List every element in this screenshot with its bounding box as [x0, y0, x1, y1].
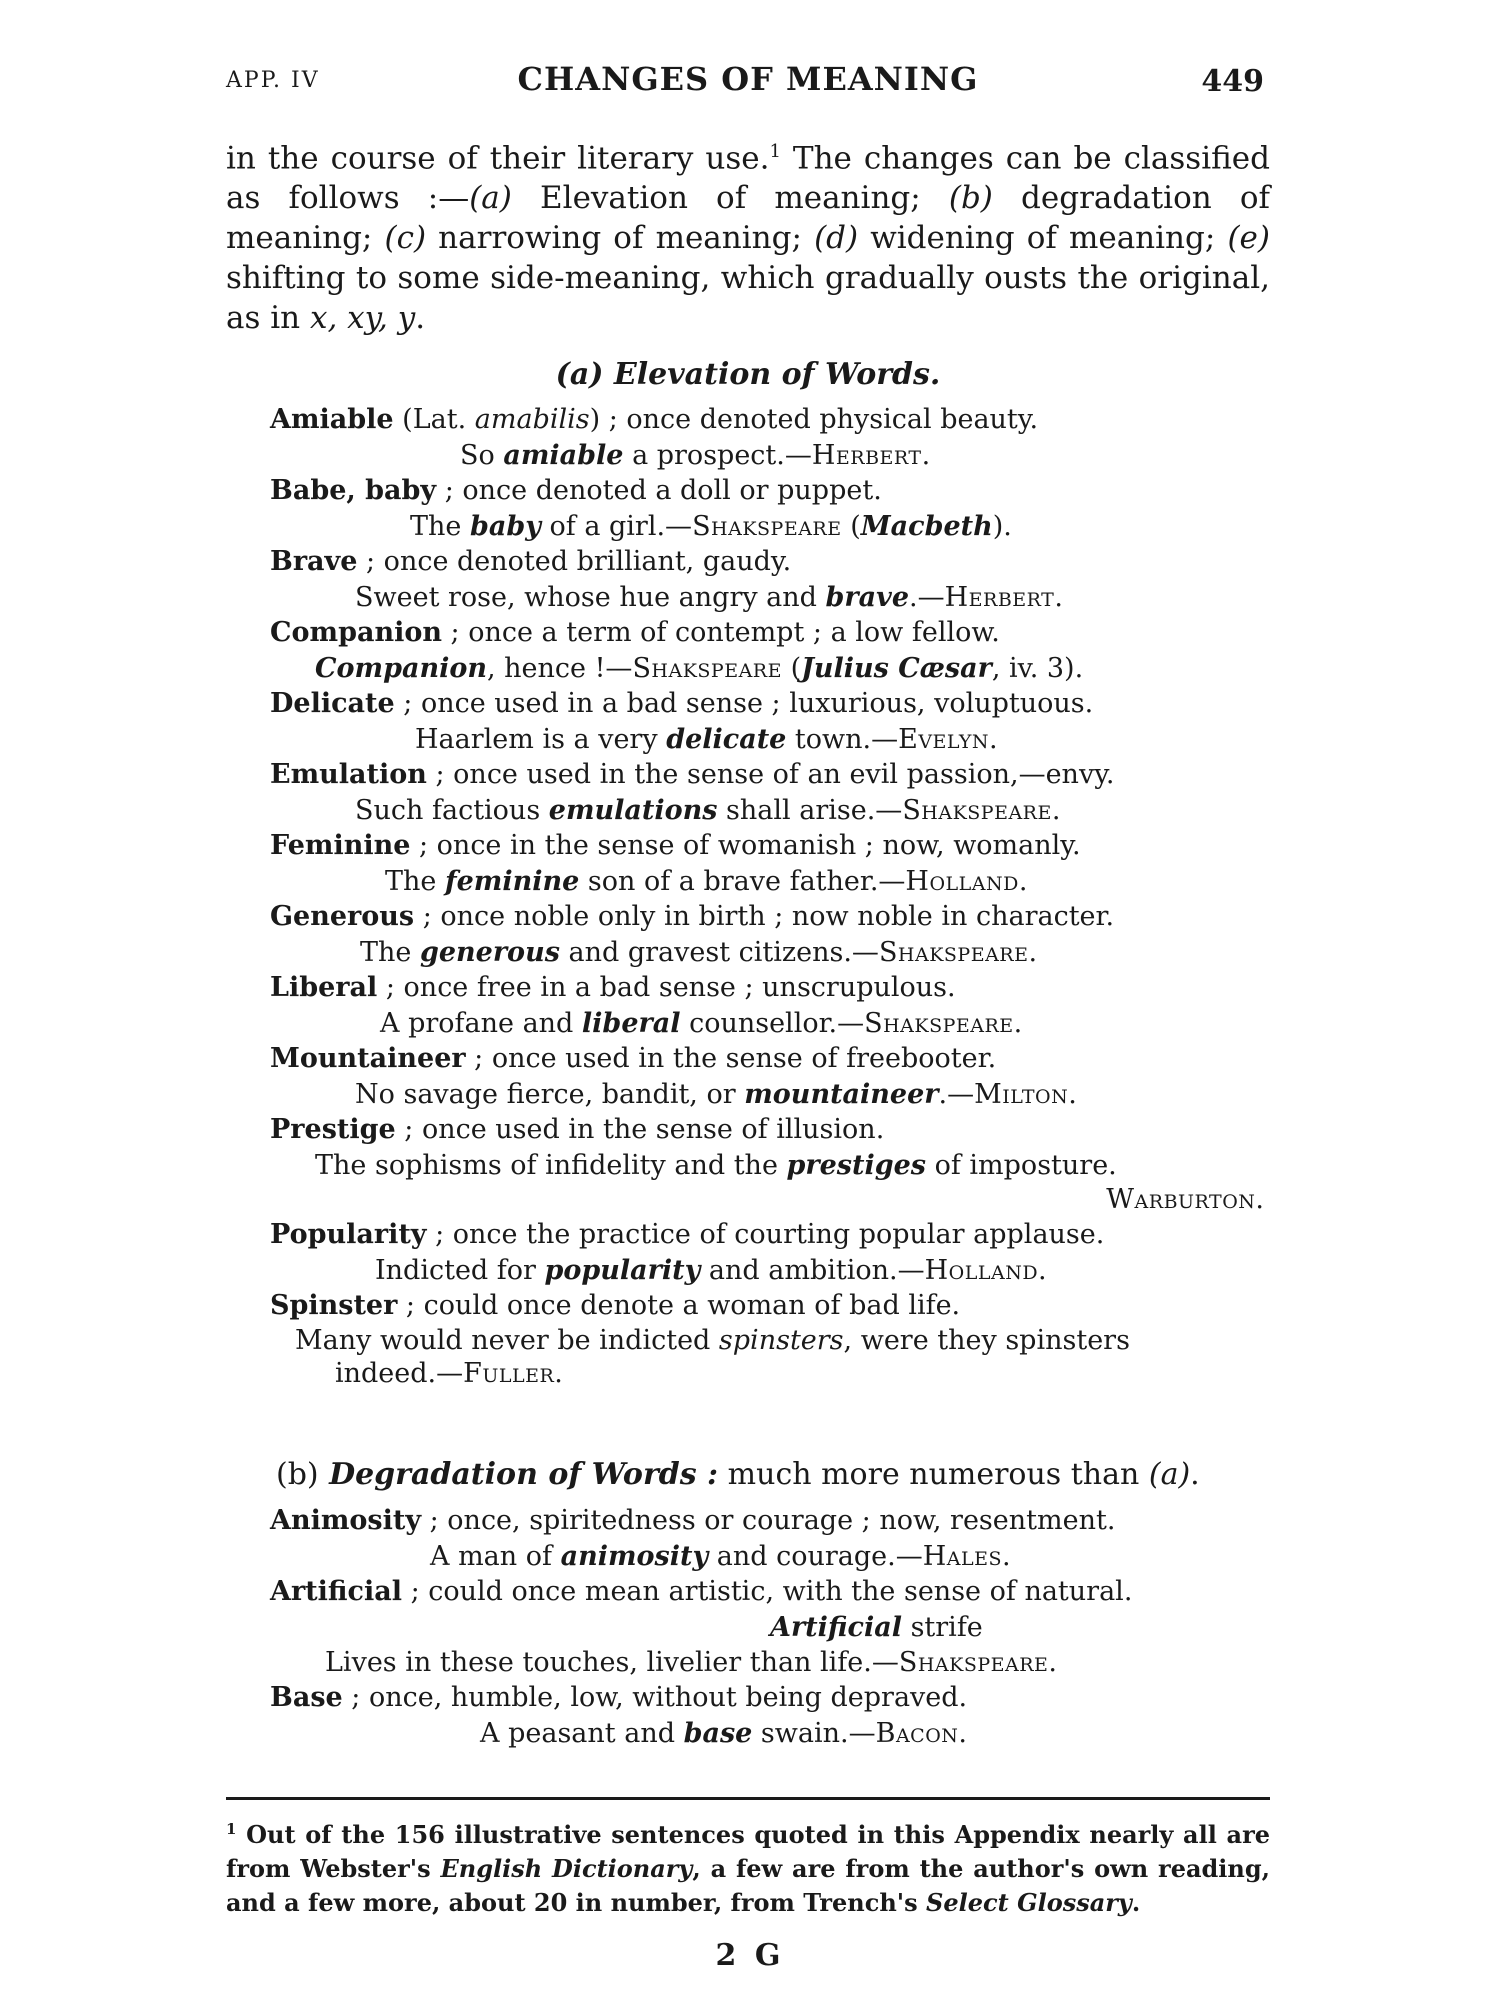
list-item: Base ; once, humble, low, without being depraved. A peasant and base swain.—Bacon. — [270, 1682, 968, 1749]
entry-term: Companion — [270, 617, 442, 648]
footnote: $^1$ Out of the 156 illustrative sentences quoted in this Appendix nearly all are from Webster's English Dictionary, a few are from the author's own reading, and a few more, about 20 in number, from Trench's Select Glossary. — [226, 1820, 1270, 1917]
entry-term: Artificial — [270, 1576, 402, 1607]
list-item: Liberal ; once free in a bad sense ; unscrupulous. A profane and liberal counsellor.—Shakspeare. — [270, 972, 1023, 1039]
signature-mark: 2 G — [715, 1938, 785, 1973]
page-number: 449 — [1201, 64, 1264, 99]
section-a-heading: (a) Elevation of Words. — [555, 357, 941, 392]
list-item: Delicate ; once used in a bad sense ; luxurious, voluptuous. Haarlem is a very delicate town.—Evelyn. — [270, 688, 1094, 755]
footnote-marker: 1 — [769, 141, 781, 162]
entry-term: Babe, baby — [270, 475, 437, 506]
section-b-list — [270, 1503, 1270, 1751]
page-header — [226, 60, 1270, 104]
entry-term: Mountaineer — [270, 1043, 466, 1074]
list-item: Prestige ; once used in the sense of illusion. The sophisms of infidelity and the prestiges of imposture. Warburton. — [270, 1114, 1264, 1215]
section-b-heading: (b) Degradation of Words : much more numerous than (a). — [276, 1457, 1200, 1492]
intro-paragraph: in the course of their literary use.$^1$ The changes can be classified as follows :—(a) Elevation of meaning; (b) degradation of meaning; (c) narrowing of meaning; (d) widening of meaning; (e) shifting to some side-meaning, which gradually ousts the original, as in x, xy, y. — [226, 140, 1270, 337]
section-a-list — [270, 402, 1270, 1390]
list-item: Artificial ; could once mean artistic, with the sense of natural. Artificial strife Lives in these touches, livelier than life.—Shakspeare. — [270, 1576, 1133, 1678]
entry-term: Feminine — [270, 830, 411, 861]
entry-term: Brave — [270, 546, 358, 577]
list-item: Babe, baby ; once denoted a doll or puppet. The baby of a girl.—Shakspeare (Macbeth). — [270, 475, 1012, 542]
list-item: Brave ; once denoted brilliant, gaudy. Sweet rose, whose hue angry and brave.—Herbert. — [270, 546, 1063, 613]
entry-term: Emulation — [270, 759, 427, 790]
list-item: Animosity ; once, spiritedness or courage ; now, resentment. A man of animosity and courage.—Hales. — [270, 1505, 1116, 1572]
list-item: Amiable (Lat. amabilis) ; once denoted physical beauty. So amiable a prospect.—Herbert. — [270, 404, 1039, 471]
entry-term: Base — [270, 1682, 343, 1713]
entry-term: Popularity — [270, 1219, 427, 1250]
author-attribution: Warburton — [1106, 1184, 1256, 1215]
entry-term: Liberal — [270, 972, 378, 1003]
entry-term: Generous — [270, 901, 415, 932]
entry-term: Amiable — [270, 404, 394, 435]
list-item: Mountaineer ; once used in the sense of freebooter. No savage fierce, bandit, or mountaineer.—Milton. — [270, 1043, 1077, 1110]
list-item: Companion ; once a term of contempt ; a low fellow. Companion, hence !—Shakspeare (Julius Cæsar, iv. 3). — [270, 617, 1084, 684]
list-item: Spinster ; could once denote a woman of bad life. Many would never be indicted spinsters, were they spinsters indeed.—Fuller. — [270, 1290, 1130, 1389]
list-item: Emulation ; once used in the sense of an evil passion,—envy. Such factious emulations shall arise.—Shakspeare. — [270, 759, 1115, 826]
list-item: Popularity ; once the practice of courting popular applause. Indicted for popularity and ambition.—Holland. — [270, 1219, 1105, 1286]
footnote-divider — [226, 1797, 1270, 1800]
entry-term: Spinster — [270, 1290, 398, 1321]
list-item: Generous ; once noble only in birth ; now noble in character. The generous and gravest citizens.—Shakspeare. — [270, 901, 1115, 968]
list-item: Feminine ; once in the sense of womanish ; now, womanly. The feminine son of a brave father.—Holland. — [270, 830, 1081, 897]
running-head-left: APP. IV — [226, 68, 320, 93]
page-title: CHANGES OF MEANING — [517, 60, 979, 98]
entry-term: Prestige — [270, 1114, 396, 1145]
entry-term: Delicate — [270, 688, 395, 719]
entry-term: Animosity — [270, 1505, 422, 1536]
